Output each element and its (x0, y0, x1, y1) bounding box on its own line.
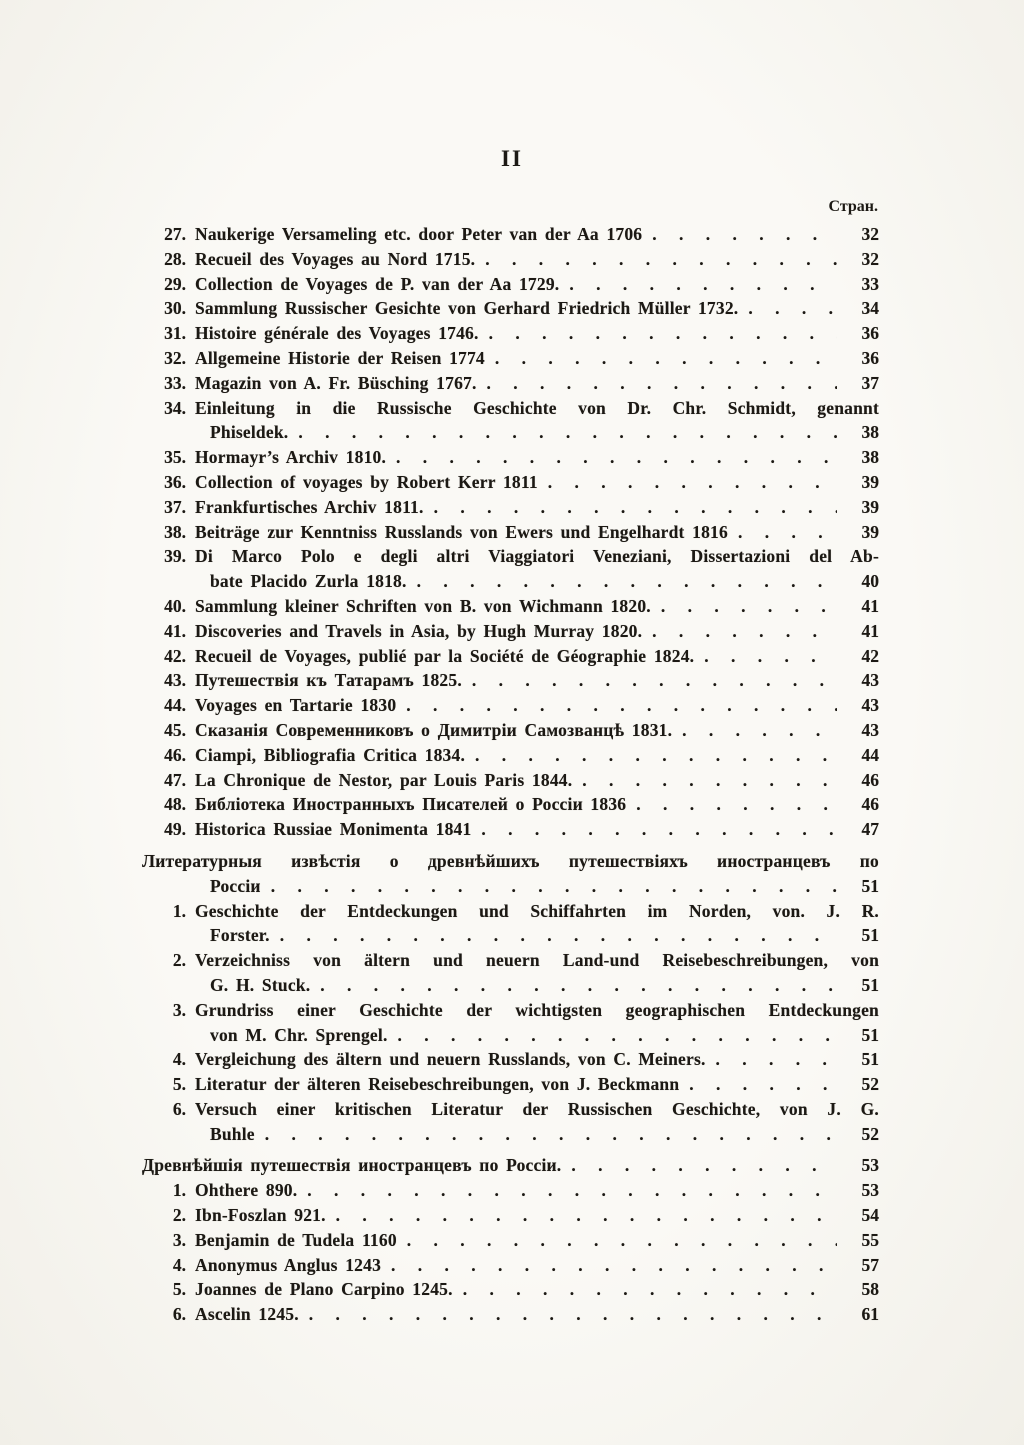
toc-entry (142, 445, 879, 470)
entry-title: Histoire générale des Voyages 1746. (195, 323, 479, 344)
continuation-text: G. H. Stuck. (210, 974, 311, 995)
dot-leader (738, 520, 837, 545)
entry-continuation-line (142, 1023, 879, 1048)
entry-title: Ascelin 1245. (195, 1304, 299, 1325)
entry-title: Recueil des Voyages au Nord 1715. (195, 248, 476, 269)
dot-leader (481, 817, 837, 842)
entry-title: Collection of voyages by Robert Kerr 1811 (195, 471, 538, 492)
dot-leader (652, 222, 837, 247)
toc-entry (142, 296, 879, 321)
entry-title: Beiträge zur Kenntniss Russlands von Ewers und Engelhardt 1816 (195, 521, 728, 542)
dot-leader (320, 973, 837, 998)
entry-title: Versuch einer kritischen Literatur der Russischen Geschichte, von J. G. (195, 1098, 879, 1119)
entry-number: 2. (172, 1205, 186, 1226)
entry-page-number: 52 (861, 1074, 879, 1095)
dot-leader (398, 1023, 837, 1048)
entry-title: Discoveries and Travels in Asia, by Hugh Murray 1820. (195, 620, 643, 641)
dot-leader (417, 569, 837, 594)
entry-page-number: 51 (861, 1049, 879, 1070)
toc-section (142, 849, 879, 1147)
toc-entry (142, 899, 879, 924)
entry-title: Библіотека Иностранныхъ Писателей о Россіи 1836 (195, 794, 627, 815)
dot-leader (396, 445, 837, 470)
toc-section (142, 222, 879, 842)
entry-number: 36. (164, 471, 186, 492)
entry-page-number: 58 (861, 1279, 879, 1300)
entry-number: 5. (172, 1074, 186, 1095)
dot-leader (689, 1072, 837, 1097)
entry-number: 39. (164, 546, 186, 567)
section-heading-text: Литературныя извѣстія о древнѣйшихъ путешествіяхъ иностранцевъ по (142, 850, 879, 871)
toc-entry (142, 998, 879, 1023)
entry-page-number: 36 (861, 347, 879, 368)
entry-page-number: 53 (861, 1180, 879, 1201)
toc-entry (142, 644, 879, 669)
entry-title: Recueil de Voyages, publié par la Société de Géographie 1824. (195, 645, 695, 666)
entry-title: Ohthere 890. (195, 1180, 298, 1201)
entry-title: Путешествія къ Татарамъ 1825. (195, 670, 462, 691)
entry-continuation-line (142, 420, 879, 445)
toc-entry (142, 1228, 879, 1253)
entry-number: 47. (164, 769, 186, 790)
entry-title: Ciampi, Bibliografia Critica 1834. (195, 744, 466, 765)
entry-title: Sammlung kleiner Schriften von B. von Wichmann 1820. (195, 595, 651, 616)
entry-page-number: 43 (861, 670, 879, 691)
dot-leader (569, 272, 837, 297)
entry-number: 30. (164, 298, 186, 319)
entry-page-number: 38 (861, 422, 879, 443)
entry-title: Ibn-Foszlan 921. (195, 1205, 326, 1226)
entry-continuation-line (142, 973, 879, 998)
dot-leader (336, 1203, 837, 1228)
entry-continuation-line (142, 569, 879, 594)
toc-entry (142, 1072, 879, 1097)
dot-leader (682, 718, 837, 743)
entry-title: Naukerige Versameling etc. door Peter van der Aa 1706 (195, 224, 643, 244)
dot-leader (716, 1047, 837, 1072)
toc-entry (142, 668, 879, 693)
toc-entry (142, 948, 879, 973)
entry-title: Magazin von A. Fr. Büsching 1767. (195, 372, 477, 393)
entry-title: Сказанія Современниковъ о Димитріи Самозванцѣ 1831. (195, 719, 673, 740)
entry-number: 34. (164, 397, 186, 418)
toc-entry (142, 1097, 879, 1122)
entry-number: 42. (164, 645, 186, 666)
dot-leader (748, 296, 837, 321)
dot-leader (704, 644, 837, 669)
toc-entry (142, 321, 879, 346)
entry-page-number: 55 (861, 1229, 879, 1250)
toc-entry (142, 1302, 879, 1327)
section-heading-text: Древнѣйшія путешествія иностранцевъ по Россіи. (142, 1155, 562, 1176)
entry-number: 38. (164, 521, 186, 542)
entry-title: Allgemeine Historie der Reisen 1774 (195, 347, 485, 368)
dot-leader (582, 768, 837, 793)
continuation-text: Phiseldek. (210, 422, 289, 443)
entry-page-number: 51 (861, 974, 879, 995)
entry-title: Sammlung Russischer Gesichte von Gerhard Friedrich Müller 1732. (195, 298, 739, 319)
entry-number: 2. (172, 950, 186, 971)
toc-entry (142, 272, 879, 297)
dot-leader (489, 321, 837, 346)
continuation-text: Россіи (210, 875, 261, 896)
entry-page-number: 41 (861, 595, 879, 616)
toc-entry (142, 495, 879, 520)
entry-number: 49. (164, 819, 186, 840)
entry-number: 1. (172, 900, 186, 921)
toc-entry (142, 792, 879, 817)
entry-number: 43. (164, 670, 186, 691)
section-heading-line (142, 1153, 879, 1178)
continuation-text: von M. Chr. Sprengel. (210, 1024, 388, 1045)
entry-page-number: 54 (861, 1205, 879, 1226)
entry-number: 31. (164, 323, 186, 344)
entry-page-number: 46 (861, 769, 879, 790)
entry-title: Anonymus Anglus 1243 (195, 1254, 382, 1275)
entry-page-number: 44 (861, 744, 879, 765)
dot-leader (309, 1302, 837, 1327)
toc-entry (142, 371, 879, 396)
entry-page-number: 39 (861, 521, 879, 542)
toc-entry (142, 346, 879, 371)
entry-number: 3. (172, 1229, 186, 1250)
entry-number: 5. (172, 1279, 186, 1300)
toc-entry (142, 619, 879, 644)
toc-entry (142, 1253, 879, 1278)
dot-leader (406, 693, 837, 718)
toc-section (142, 1153, 879, 1327)
toc-entry (142, 1277, 879, 1302)
entry-number: 41. (164, 620, 186, 641)
toc-entry (142, 594, 879, 619)
entry-number: 6. (172, 1098, 186, 1119)
entry-number: 3. (172, 999, 186, 1020)
dot-leader (298, 420, 837, 445)
entry-title: Collection de Voyages de P. van der Aa 1729. (195, 273, 560, 294)
dot-leader (475, 743, 837, 768)
dot-leader (485, 247, 837, 272)
toc-entry (142, 520, 879, 545)
section-heading-line (142, 849, 879, 874)
toc-entry (142, 1047, 879, 1072)
dot-leader (391, 1253, 837, 1278)
entry-number: 37. (164, 496, 186, 517)
entry-page-number: 51 (861, 1024, 879, 1045)
entry-title: Hormayr’s Archiv 1810. (195, 447, 387, 468)
section-heading-continuation-line (142, 874, 879, 899)
entry-number: 4. (172, 1049, 186, 1070)
entry-number: 45. (164, 719, 186, 740)
section-heading-page-number: 53 (861, 1155, 879, 1176)
toc-entry (142, 693, 879, 718)
page-column-header: Стран. (828, 198, 878, 215)
toc-entry (142, 247, 879, 272)
entry-title: Geschichte der Entdeckungen und Schiffahrten im Norden, von. J. R. (195, 900, 879, 921)
entry-page-number: 33 (861, 273, 879, 294)
entry-continuation-line (142, 1122, 879, 1147)
entry-page-number: 43 (861, 719, 879, 740)
entry-number: 27. (164, 224, 186, 244)
table-of-contents (142, 197, 879, 1327)
toc-entry (142, 1178, 879, 1203)
dot-leader (636, 792, 837, 817)
dot-leader (463, 1277, 837, 1302)
dot-leader (472, 668, 837, 693)
dot-leader (434, 495, 837, 520)
entry-title: Historica Russiae Monimenta 1841 (195, 819, 472, 840)
entry-continuation-line (142, 923, 879, 948)
entry-title: Grundriss einer Geschichte der wichtigsten geographischen Entdeckungen (195, 999, 879, 1020)
entry-page-number: 41 (861, 620, 879, 641)
dot-leader (495, 346, 837, 371)
entry-title: Benjamin de Tudela 1160 (195, 1229, 397, 1250)
entry-page-number: 32 (861, 224, 879, 244)
entry-number: 48. (164, 794, 186, 815)
dot-leader (652, 619, 837, 644)
dot-leader (307, 1178, 837, 1203)
dot-leader (280, 923, 837, 948)
entry-number: 4. (172, 1254, 186, 1275)
dot-leader (571, 1153, 837, 1178)
entry-page-number: 57 (861, 1254, 879, 1275)
entry-page-number: 36 (861, 323, 879, 344)
entry-number: 6. (172, 1304, 186, 1325)
page-numeral: II (501, 146, 523, 171)
continuation-text: Buhle (210, 1123, 255, 1144)
toc-list (142, 222, 879, 1327)
entry-page-number: 40 (861, 571, 879, 592)
continuation-text: bate Placido Zurla 1818. (210, 571, 407, 592)
entry-page-number: 38 (861, 447, 879, 468)
toc-entry (142, 743, 879, 768)
entry-number: 1. (172, 1180, 186, 1201)
entry-page-number: 43 (861, 695, 879, 716)
dot-leader (271, 874, 837, 899)
entry-title: Di Marco Polo e degli altri Viaggiatori Veneziani, Dissertazioni del Ab- (195, 546, 879, 567)
entry-page-number: 47 (861, 819, 879, 840)
entry-number: 46. (164, 744, 186, 765)
entry-page-number: 42 (861, 645, 879, 666)
entry-number: 32. (164, 347, 186, 368)
entry-page-number: 34 (861, 298, 879, 319)
entry-title: Voyages en Tartarie 1830 (195, 695, 397, 716)
entry-title: Vergleichung des ältern und neuern Russlands, von C. Meiners. (195, 1049, 706, 1070)
section-heading-page-number: 51 (861, 875, 879, 896)
entry-number: 33. (164, 372, 186, 393)
entry-page-number: 39 (861, 471, 879, 492)
entry-title: Literatur der älteren Reisebeschreibungen, von J. Beckmann (195, 1074, 680, 1095)
entry-title: La Chronique de Nestor, par Louis Paris 1844. (195, 769, 573, 790)
toc-entry (142, 1203, 879, 1228)
dot-leader (487, 371, 837, 396)
toc-entry (142, 396, 879, 421)
entry-page-number: 52 (861, 1123, 879, 1144)
dot-leader (548, 470, 837, 495)
entry-number: 28. (164, 248, 186, 269)
toc-entry (142, 544, 879, 569)
entry-title: Joannes de Plano Carpino 1245. (195, 1279, 453, 1300)
entry-title: Verzeichniss von ältern und neuern Land-und Reisebeschreibungen, von (195, 950, 879, 971)
entry-title: Frankfurtisches Archiv 1811. (195, 496, 424, 517)
continuation-text: Forster. (210, 925, 270, 946)
entry-page-number: 51 (861, 925, 879, 946)
toc-entry (142, 470, 879, 495)
entry-page-number: 39 (861, 496, 879, 517)
entry-number: 44. (164, 695, 186, 716)
entry-page-number: 32 (861, 248, 879, 269)
entry-title: Einleitung in die Russische Geschichte von Dr. Chr. Schmidt, genannt (195, 397, 879, 418)
dot-leader (661, 594, 837, 619)
toc-entry (142, 718, 879, 743)
toc-entry (142, 222, 879, 247)
entry-number: 29. (164, 273, 186, 294)
dot-leader (407, 1228, 837, 1253)
dot-leader (265, 1122, 837, 1147)
entry-number: 35. (164, 447, 186, 468)
entry-page-number: 61 (861, 1304, 879, 1325)
entry-page-number: 37 (861, 372, 879, 393)
toc-entry (142, 817, 879, 842)
entry-page-number: 46 (861, 794, 879, 815)
toc-entry (142, 768, 879, 793)
entry-number: 40. (164, 595, 186, 616)
